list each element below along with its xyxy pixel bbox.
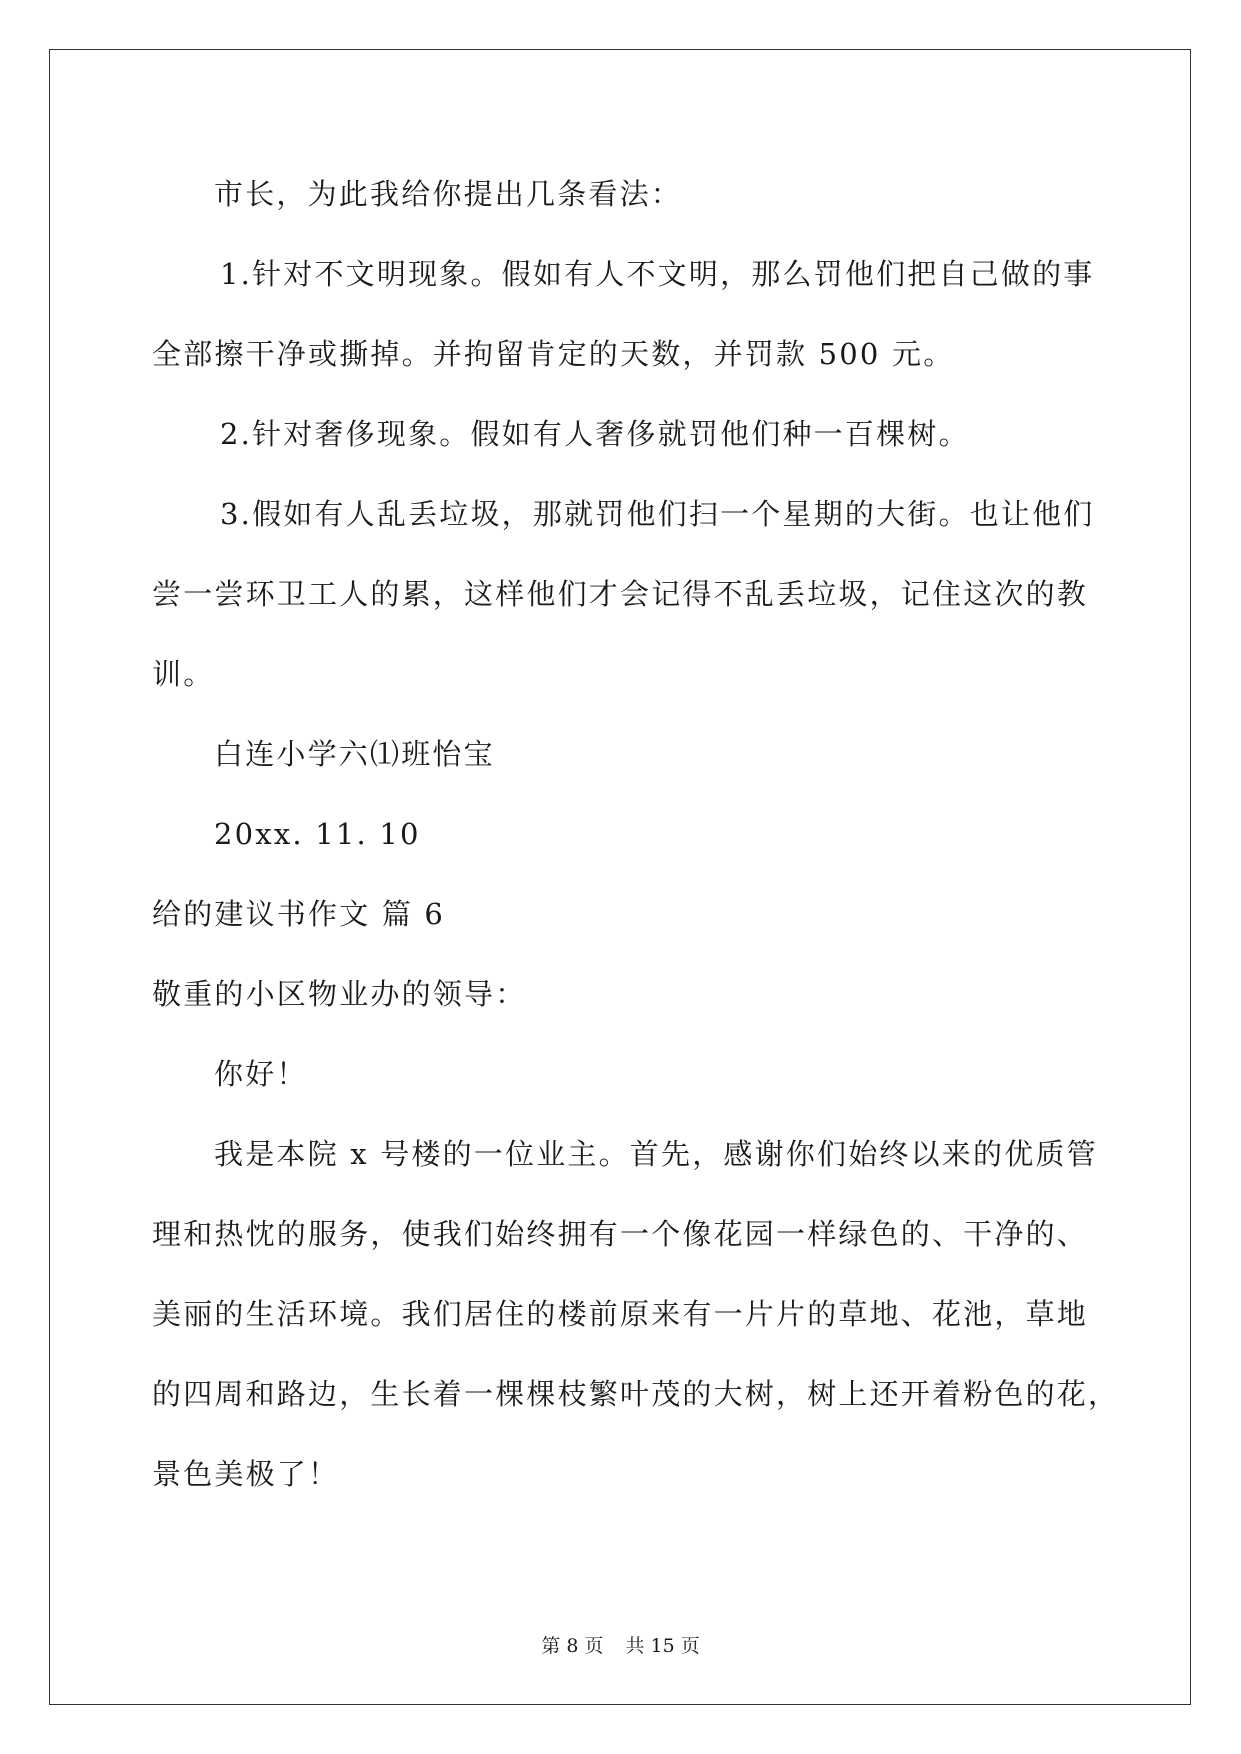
paragraph-line: 理和热忱的服务，使我们始终拥有一个像花园一样绿色的、干净的、 [152, 1217, 1089, 1251]
section-heading: 给的建议书作文 篇 6 [152, 897, 446, 931]
paragraph-line: 2.针对奢侈现象。假如有人奢侈就罚他们种一百棵树。 [220, 417, 970, 451]
greeting: 你好！ [214, 1057, 308, 1091]
page-footer [0, 1634, 1241, 1658]
page-number-total: 共 15 页 [625, 1635, 700, 1657]
paragraph-line: 训。 [152, 657, 215, 691]
page-number-current: 第 8 页 [541, 1635, 604, 1657]
paragraph-line: 我是本院 x 号楼的一位业主。首先，感谢你们始终以来的优质管 [214, 1137, 1098, 1171]
paragraph-line: 市长，为此我给你提出几条看法： [214, 177, 683, 211]
paragraph-line: 尝一尝环卫工人的累，这样他们才会记得不乱丢垃圾，记住这次的教 [152, 577, 1089, 611]
signature-school: 白连小学六⑴班怡宝 [214, 737, 495, 771]
paragraph-line: 的四周和路边，生长着一棵棵枝繁叶茂的大树，树上还开着粉色的花， [152, 1377, 1120, 1411]
paragraph-line: 3.假如有人乱丢垃圾，那就罚他们扫一个星期的大街。也让他们 [220, 497, 1095, 531]
paragraph-line: 全部擦干净或撕掉。并拘留肯定的天数，并罚款 500 元。 [152, 337, 955, 371]
signature-date: 20xx. 11. 10 [214, 817, 421, 851]
paragraph-line: 美丽的生活环境。我们居住的楼前原来有一片片的草地、花池，草地 [152, 1297, 1089, 1331]
paragraph-line: 1.针对不文明现象。假如有人不文明，那么罚他们把自己做的事 [220, 257, 1095, 291]
salutation: 敬重的小区物业办的领导： [152, 977, 527, 1011]
paragraph-line: 景色美极了！ [152, 1457, 340, 1491]
